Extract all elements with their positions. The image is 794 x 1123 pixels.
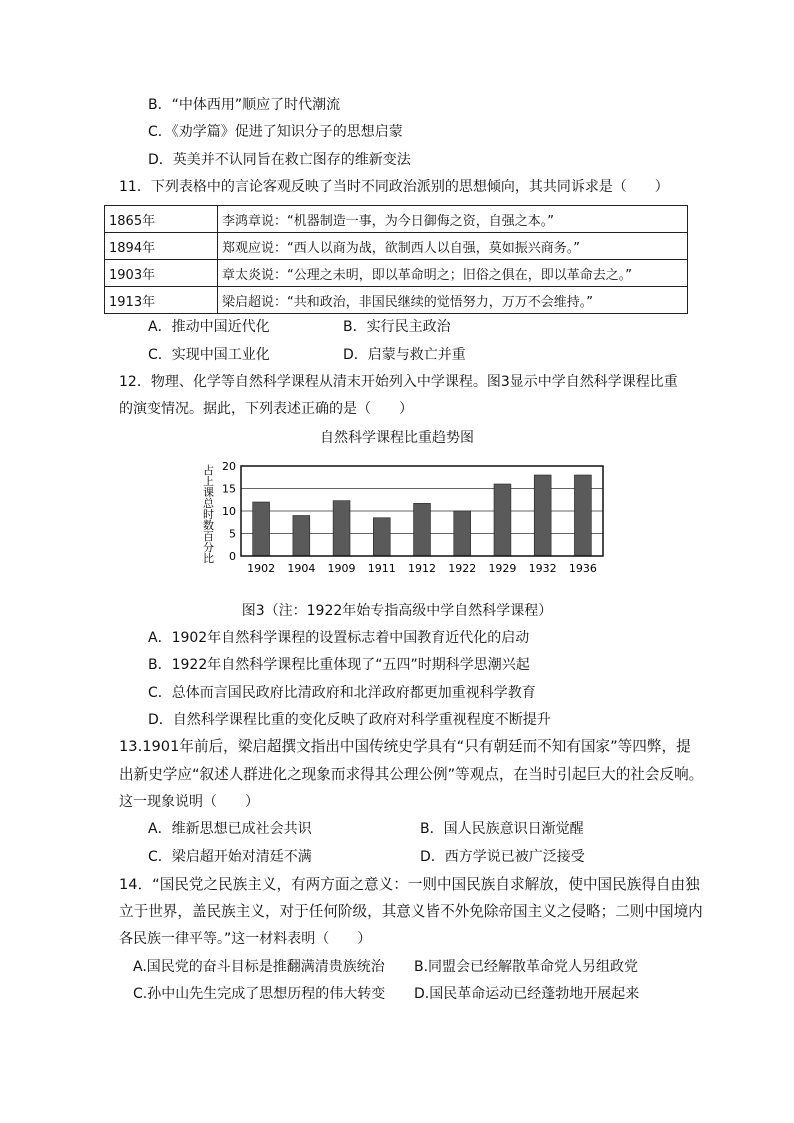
quote-cell: 章太炎说：“公理之未明，即以革命明之；旧俗之俱在，即以革命去之。” xyxy=(218,260,688,287)
y-tick-label: 15 xyxy=(222,482,236,496)
q14-stem-line3: 各民族一律平等。”这一材料表明（ ） xyxy=(119,931,372,947)
q12-option-c: C．总体而言国民政府比清政府和北洋政府都更加重视科学教育 xyxy=(148,685,536,701)
q12-option-a: A．1902年自然科学课程的设置标志着中国教育近代化的启动 xyxy=(148,630,530,646)
table-row xyxy=(105,287,688,314)
year-cell: 1913年 xyxy=(105,287,218,314)
q12-stem-line1: 12．物理、化学等自然科学课程从清末开始列入中学课程。图3显示中学自然科学课程比重 xyxy=(119,374,678,390)
q11-option-b: B．实行民主政治 xyxy=(343,319,451,335)
q14-option-a: A.国民党的奋斗目标是推翻满清贵族统治 xyxy=(133,959,385,975)
x-tick-label: 1922 xyxy=(448,562,477,575)
y-tick-label: 5 xyxy=(229,527,236,541)
y-tick-label: 10 xyxy=(222,505,236,518)
x-tick-label: 1911 xyxy=(367,562,396,575)
table-row xyxy=(105,233,688,260)
q12-option-b: B．1922年自然科学课程比重体现了“五四”时期科学思潮兴起 xyxy=(148,657,530,673)
q13-option-b: B．国人民族意识日渐觉醒 xyxy=(420,821,584,837)
y-tick-label: 0 xyxy=(229,550,236,563)
bar-1929 xyxy=(494,484,511,556)
table-row xyxy=(105,260,688,287)
bar-1932 xyxy=(534,475,551,556)
x-tick-label: 1912 xyxy=(408,562,436,575)
y-axis-label: 占上课总时数百分比 xyxy=(201,464,215,564)
bar-chart xyxy=(195,460,615,582)
q11-option-d: D．启蒙与救亡并重 xyxy=(343,347,466,363)
q11-quote-table xyxy=(104,205,688,314)
quote-cell: 郑观应说：“西人以商为战，欲制西人以自强，莫如振兴商务。” xyxy=(218,233,688,260)
bar-1912 xyxy=(414,503,431,556)
chart-title: 自然科学课程比重趋势图 xyxy=(320,430,474,446)
q14-option-b: B.同盟会已经解散革命党人另组政党 xyxy=(414,959,639,975)
figure-caption: 图3（注：1922年始专指高级中学自然科学课程） xyxy=(241,603,553,619)
x-tick-label: 1904 xyxy=(287,562,316,575)
year-cell: 1903年 xyxy=(105,260,218,287)
q11-option-a: A．推动中国近代化 xyxy=(148,319,270,335)
q14-stem-line1: 14．“国民党之民族主义，有两方面之意义：一则中国民族自求解放，使中国民族得自由独 xyxy=(119,876,700,893)
x-tick-label: 1932 xyxy=(528,562,557,575)
bar-1902 xyxy=(253,502,270,556)
q13-stem-line2: 出新史学应“叙述人群进化之现象而求得其公理公例”等观点，在当时引起巨大的社会反响。 xyxy=(119,766,704,783)
q10-option-b: B．“中体西用”顺应了时代潮流 xyxy=(148,97,341,113)
q13-option-a: A．维新思想已成社会共识 xyxy=(148,821,312,837)
q14-option-d: D.国民革命运动已经蓬勃地开展起来 xyxy=(414,986,640,1002)
q13-option-d: D．西方学说已被广泛接受 xyxy=(420,849,585,865)
year-cell: 1894年 xyxy=(105,233,218,260)
bar-1911 xyxy=(373,518,390,556)
q10-option-d: D．英美并不认同旨在救亡图存的维新变法 xyxy=(148,152,411,168)
x-tick-label: 1929 xyxy=(488,562,517,575)
bar-1904 xyxy=(293,516,310,557)
q13-option-c: C．梁启超开始对清廷不满 xyxy=(148,849,312,865)
q11-option-c: C．实现中国工业化 xyxy=(148,347,270,363)
q12-stem-line2: 的演变情况。据此，下列表述正确的是（ ） xyxy=(119,401,413,417)
q11-stem: 11．下列表格中的言论客观反映了当时不同政治派别的思想倾向，其共同诉求是（ ） xyxy=(119,179,669,195)
q13-stem-line3: 这一现象说明（ ） xyxy=(119,794,259,810)
y-tick-label: 20 xyxy=(222,460,236,473)
q10-option-c: C．《劝学篇》促进了知识分子的思想启蒙 xyxy=(148,124,403,140)
x-tick-label: 1902 xyxy=(247,562,276,575)
q14-stem-line2: 立于世界，盖民族主义，对于任何阶级，其意义皆不外免除帝国主义之侵略；二则中国境内 xyxy=(119,903,703,920)
q12-option-d: D．自然科学课程比重的变化反映了政府对科学重视程度不断提升 xyxy=(148,712,551,728)
table-row xyxy=(105,206,688,233)
bar-1909 xyxy=(333,501,350,556)
q13-stem-line1: 13.1901年前后，梁启超撰文指出中国传统史学具有“只有朝廷而不知有国家”等四弊，提 xyxy=(119,738,691,755)
x-tick-label: 1909 xyxy=(327,562,356,575)
quote-cell: 梁启超说：“共和政治，非国民继续的觉悟努力，万万不会维持。” xyxy=(218,287,688,314)
x-tick-label: 1936 xyxy=(568,562,597,575)
bar-1922 xyxy=(454,511,471,556)
q14-option-c: C.孙中山先生完成了思想历程的伟大转变 xyxy=(133,986,386,1002)
year-cell: 1865年 xyxy=(105,206,218,233)
bar-1936 xyxy=(574,475,591,556)
quote-cell: 李鸿章说：“机器制造一事，为今日御侮之资，自强之本。” xyxy=(218,206,688,233)
